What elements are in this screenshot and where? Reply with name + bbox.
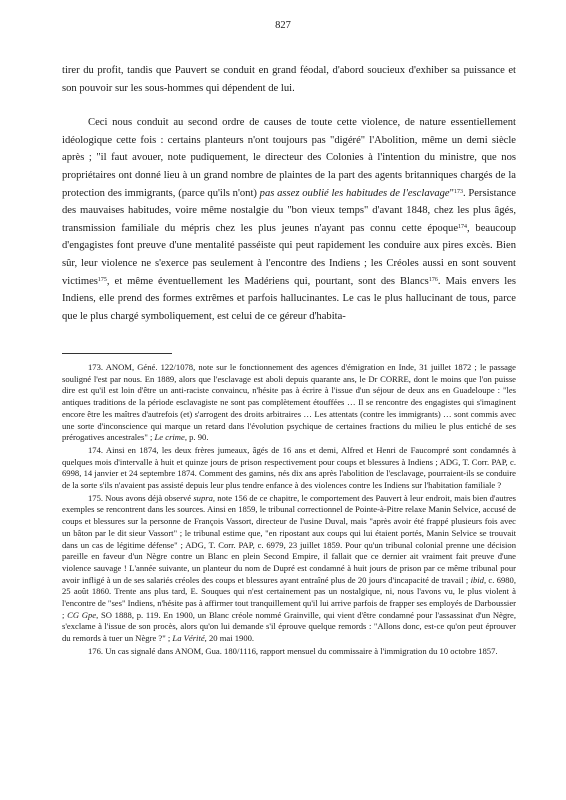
footnote-173-text: 173. ANOM, Géné. 122/1078, note sur le fonctionnement des agences d'émigration en Inde, 31 juillet 1872 ; le passage souligné l'est par nous. En 1889, alors que l'esclavage est aboli depuis quarante ans, le Dr CORRE, dont le moins que l'on puisse dire est qu'il est loin d'être un anti-raciste convaincu, n'hésite pas à écrire à l'issue d'un séjour de deux ans en Guadeloupe : "les antiques traditions de la période esclavagiste ne sont pas complètement étouffées … Il se rencontre des engagistes qui s'imaginent encore être les maîtres d'autrefois (et) s'arrogent des droits arbitraires … Les attentats (contre les immigrants) … sont commis avec une sorte d'inconscience qui marque un retard dans l'évolution psychique de certaines fractions du milieu le plus entiché de ses prérogatives ancestrales" ; xyxy=(62,362,516,443)
paragraph-2-part-1: Ceci nous conduit au second ordre de causes de toute cette violence, de nature essentiellement idéologique cette fois : certains planteurs n'ont toujours pas "digéré" l'Abolition, même un demi siècle après ; "il faut avouer, note pudiquement, le directeur des Colonies à l'intention du ministre, que nos propriétaires ont donné lieu à un grand nombre de plaintes de la part des agents britanniques chargés de la protection des immigrants, (parce qu'ils n'ont) xyxy=(62,117,516,199)
footnote-175-e: , 20 mai 1900. xyxy=(204,633,255,644)
main-text xyxy=(62,62,516,325)
footnote-173 xyxy=(62,362,516,444)
footnote-175-b: , note 156 de ce chapitre, le comportement des Pauvert à leur endroit, mais bien d'autres exemples se rencontrent dans les sources. Ainsi en 1859, le tribunal correctionnel de Pointe-à-Pitre relaxe Manin Selvice, accusé de coups et blessures sur la personne de François Vassort, directeur de l'usine Duval, mais "après avoir été frappé plusieurs fois avec un bâton par le dit sieur Vassort" ; le tribunal estime que, "en ripostant aux coups qui lui étaient portés, Manin Selvice se trouvait dans un cas de légitime défense" ; ADG, T. Corr. PAP, c. 6979, 23 juillet 1859. Pour qu'un tribunal colonial prenne une décision pareille en faveur d'un Nègre contre un Blanc en plein Second Empire, il fallait que ce dernier ait vraiment fait preuve d'une violence sauvage ! L'année suivante, un planteur du nom de Dupré est condamné à huit jours de prison par ce même tribunal pour avoir infligé à un de ses salariés créoles des coups et blessures ayant entraîné plus de 20 jours d'incapacité de travail ; xyxy=(62,492,516,585)
footnotes xyxy=(62,362,516,659)
paragraph-2-part-5: . Mais envers les Indiens, elle prend des formes extrêmes et parfois hallucinantes. Le cas le plus hallucinant de tous, parce que le plus chargé symboliquement, est celui de ce géreur d'habita- xyxy=(62,275,516,322)
paragraph-2-part-2: . Persistance des mauvaises habitudes, voire même nostalgie du "bon vieux temps" d'avant 1848, chez les plus âgés, transmission familiale du mépris chez les plus jeunes n'ayant pas connu cette époque xyxy=(62,187,516,234)
paragraph-2: Ceci nous conduit au second ordre de causes de toute cette violence, de nature essentiellement idéologique cette fois : certains planteurs n'ont toujours pas "digéré" l'Abolition, même un demi siècle après ; "il faut avouer, note pudiquement, le directeur des Colonies à l'intention du ministre, que nos propriétaires ont donné lieu à un grand nombre de plaintes de la part des agents britanniques chargés de la protection des immigrants, (parce qu'ils n'ont) pas assez oublié les habitudes de l'esclavage"$^{173}$. Persistance des mauvaises habitudes, voire même nostalgie du "bon vieux temps" d'avant 1848, chez les plus âgés, transmission familiale du mépris chez les plus jeunes n'ayant pas connu cette époque$^{174}$, beaucoup d'engagistes font preuve d'une mentalité passéiste qui peut rapidement les conduire aux pires excès. Bien sûr, leur violence ne s'exerce pas seulement à l'encontre des Indiens ; les Créoles aussi en sont souvent victimes$^{175}$, et même éventuellement les Madériens qui, pourtant, sont des Blancs$^{176}$. Mais envers les Indiens, elle prend des formes extrêmes et parfois hallucinantes. Le cas le plus hallucinant de tous, parce que le plus chargé symboliquement, est celui de ce géreur d'habita- xyxy=(62,117,516,322)
footnote-173-end: , p. 90. xyxy=(184,432,209,443)
footnote-ref-174: 174 xyxy=(458,223,468,230)
footnote-175-d: , SO 1888, p. 119. En 1900, un Blanc créole nommé Grainville, qui vient d'être condamné pour l'assassinat d'un Nègre, s'exclame à l'issue de son procès, alors qu'on lui demande s'il éprouve quelque remords : "Allons donc, est-ce qu'on peut éprouver du remords à tuer un Nègre ?" ; xyxy=(62,609,516,644)
paragraph-2-part-4: , et même éventuellement les Madériens qui, pourtant, sont des Blancs xyxy=(106,275,429,287)
page-number: 827 xyxy=(275,20,291,31)
footnote-ref-175: 175 xyxy=(97,276,107,283)
footnote-173-italic: Le crime xyxy=(154,432,185,443)
footnote-175-a: 175. Nous avons déjà observé xyxy=(88,492,194,503)
paragraph-2-italic-quote: pas assez oublié les habitudes de l'esclavage xyxy=(259,187,450,199)
footnote-ref-176: 176 xyxy=(428,276,438,283)
paragraph-2-part-3: , beaucoup d'engagistes font preuve d'une mentalité passéiste qui peut rapidement les conduire aux pires excès. Bien sûr, leur violence ne s'exerce pas seulement à l'encontre des Indiens ; les Créoles aussi en sont souvent victimes xyxy=(62,222,516,287)
footnote-separator xyxy=(62,353,172,354)
footnote-175-supra: supra xyxy=(193,492,213,503)
paragraph-1: tirer du profit, tandis que Pauvert se conduit en grand féodal, d'abord soucieux d'exhiber sa puissance et son pouvoir sur les sous-hommes qui dépendent de lui. xyxy=(62,65,516,94)
footnote-175-cg: CG Gpe xyxy=(67,609,97,620)
footnote-175 xyxy=(62,493,516,645)
footnote-175-c: , c. 6980, 25 août 1860. Trente ans plus tard, E. Souques qui n'est certainement pas un nostalgique, ni, nous l'avons vu, le plus violent à l'encontre de "ses" Indiens, n'hésite pas à affirmer tout tranquillement qu'il lui arrive parfois de frapper ses employés de Darboussier ; xyxy=(62,574,516,620)
footnote-ref-173: 173 xyxy=(453,188,463,195)
footnote-175-verite: La Vérité xyxy=(172,633,205,644)
footnote-174: 174. Ainsi en 1874, les deux frères jumeaux, âgés de 16 ans et demi, Alfred et Henri de Faucompré sont condamnés à quelques mois d'intervalle à huit et quinze jours de prison respectivement pour coups et blessures à Indiens ; ADG, T. Corr. PAP, c. 6998, 14 janvier et 24 septembre 1874. Comment des gamins, nés dix ans après l'abolition de l'esclavage, pourraient-ils se conduire de la sorte s'ils n'avaient pas assisté depuis leur plus tendre enfance à des violences contre les Indiens sur l'habitation familiale ? xyxy=(62,444,516,491)
footnote-176: 176. Un cas signalé dans ANOM, Gua. 180/1116, rapport mensuel du commissaire à l'immigration du 10 octobre 1857. xyxy=(88,645,498,656)
footnote-175-ibid: ibid xyxy=(470,574,484,585)
